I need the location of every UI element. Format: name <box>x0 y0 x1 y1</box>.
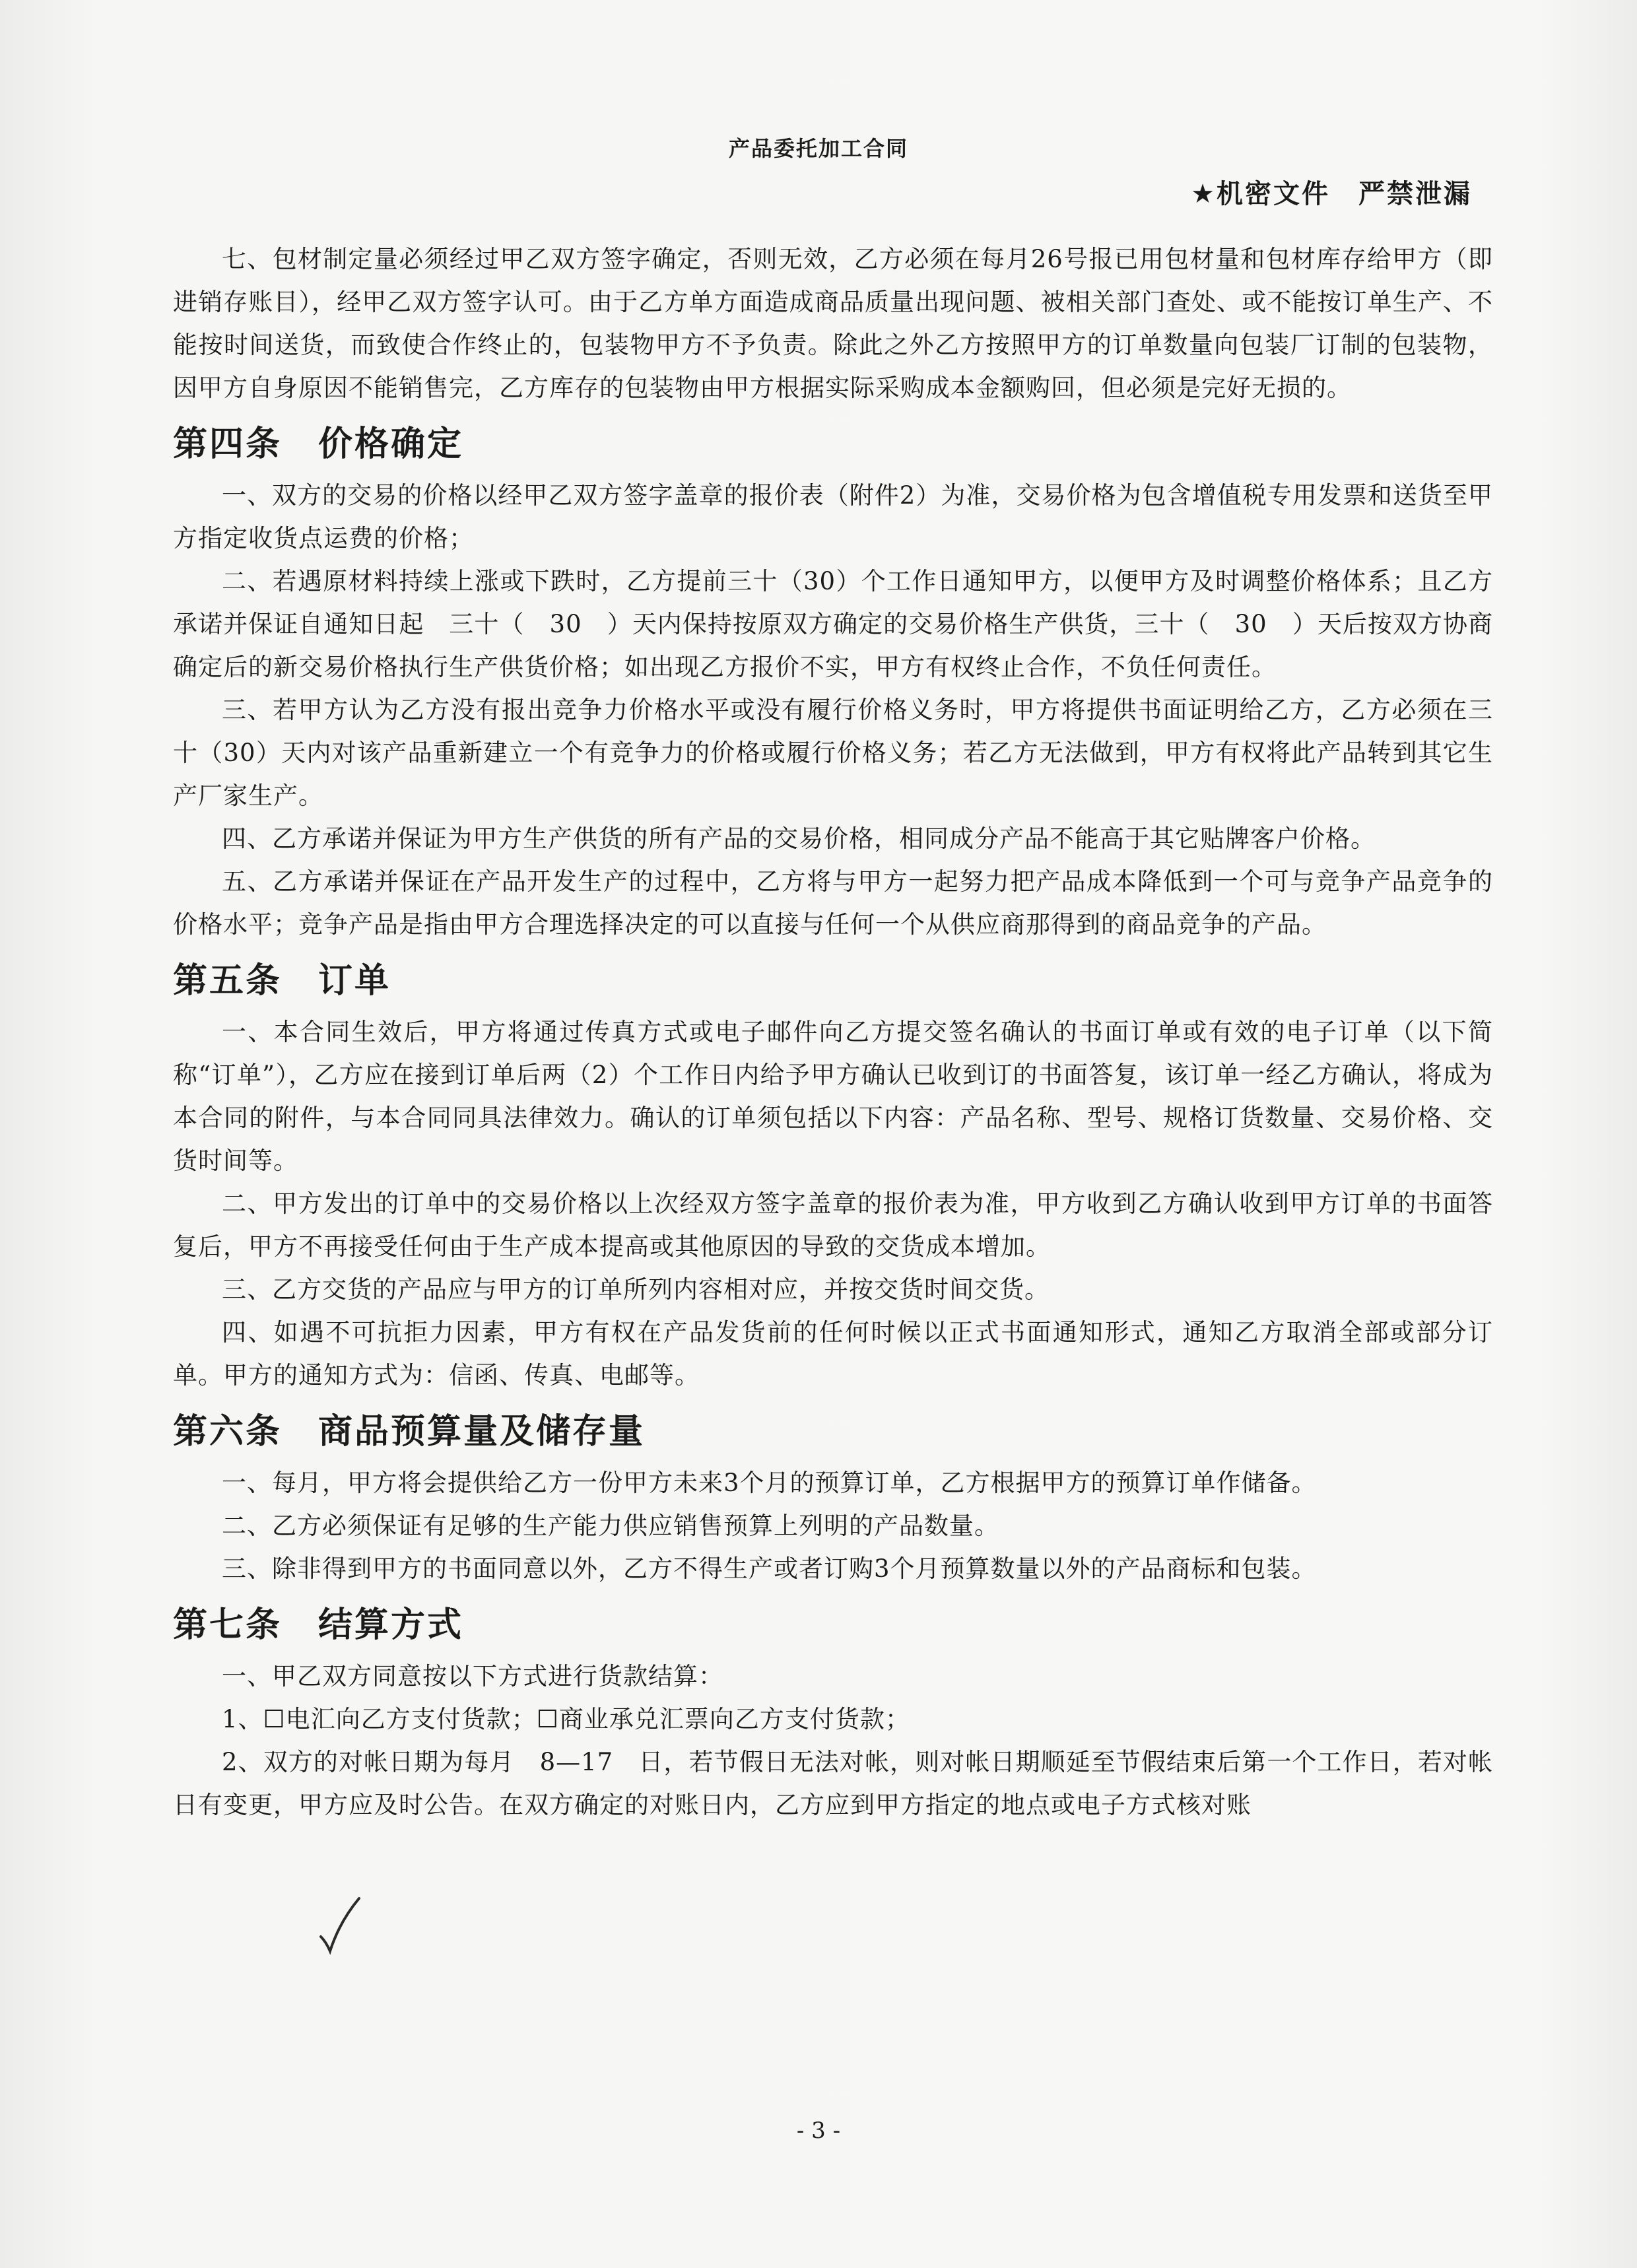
order-clause-2: 二、甲方发出的订单中的交易价格以上次经双方签字盖章的报价表为准，甲方收到乙方确认收到甲方订单的书面答复后，甲方不再接受任何由于生产成本提高或其他原因的导致的交货成本增加。 <box>173 1189 1493 1261</box>
price-clause-1: 一、双方的交易的价格以经甲乙双方签字盖章的报价表（附件2）为准，交易价格为包含增值税专用发票和送货至甲方指定收货点运费的价格； <box>173 481 1493 552</box>
budget-clause-1: 一、每月，甲方将会提供给乙方一份甲方未来3个月的预算订单，乙方根据甲方的预算订单作储备。 <box>222 1469 1317 1497</box>
page-number: - 3 - <box>796 2118 841 2144</box>
order-clause-4: 四、如遇不可抗拒力因素，甲方有权在产品发货前的任何时候以正式书面通知形式，通知乙方取消全部或部分订单。甲方的通知方式为：信函、传真、电邮等。 <box>173 1318 1493 1389</box>
price-clause-2: 二、若遇原材料持续上涨或下跌时，乙方提前三十（30）个工作日通知甲方，以便甲方及时调整价格体系；且乙方承诺并保证自通知日起 三十（ 30 ）天内保持按原双方确定的交易价格生产供货，三十（ 30 ）天后按双方协商确定后的新交易价格执行生产供货价格；如出现乙方报价不实，甲方有权终止合作，不负任何责任。 <box>173 567 1493 681</box>
settlement-clause-payment-options: 1、☐电汇向乙方支付货款；☐商业承兑汇票向乙方支付货款； <box>222 1705 910 1733</box>
section-heading-orders: 第五条 订单 <box>173 961 391 1001</box>
price-clause-5: 五、乙方承诺并保证在产品开发生产的过程中，乙方将与甲方一起努力把产品成本降低到一个可与竞争产品竞争的价格水平；竞争产品是指由甲方合理选择决定的可以直接与任何一个从供应商那得到的商品竞争的产品。 <box>173 867 1493 939</box>
handwritten-check-mark-icon <box>316 1896 362 1955</box>
budget-clause-2: 二、乙方必须保证有足够的生产能力供应销售预算上列明的产品数量。 <box>222 1512 999 1540</box>
confidential-label: ★机密文件 严禁泄漏 <box>1191 179 1472 209</box>
settlement-clause-1: 一、甲乙双方同意按以下方式进行货款结算： <box>222 1662 723 1690</box>
document-title: 产品委托加工合同 <box>728 136 908 161</box>
section-heading-budget: 第六条 商品预算量及储存量 <box>173 1412 646 1451</box>
price-clause-4: 四、乙方承诺并保证为甲方生产供货的所有产品的交易价格，相同成分产品不能高于其它贴牌客户价格。 <box>222 824 1376 853</box>
order-clause-1: 一、本合同生效后，甲方将通过传真方式或电子邮件向乙方提交签名确认的书面订单或有效的电子订单（以下简称“订单”），乙方应在接到订单后两（2）个工作日内给予甲方确认已收到订的书面答复，该订单一经乙方确认，将成为本合同的附件，与本合同同具法律效力。确认的订单须包括以下内容：产品名称、型号、规格订货数量、交易价格、交货时间等。 <box>173 1018 1493 1175</box>
order-clause-3: 三、乙方交货的产品应与甲方的订单所列内容相对应，并按交货时间交货。 <box>222 1275 1050 1304</box>
contract-body <box>173 238 1493 1826</box>
budget-clause-3: 三、除非得到甲方的书面同意以外，乙方不得生产或者订购3个月预算数量以外的产品商标和包装。 <box>222 1554 1317 1583</box>
section-heading-price: 第四条 价格确定 <box>173 424 464 464</box>
settlement-clause-reconciliation: 2、双方的对帐日期为每月 8—17 日，若节假日无法对帐，则对帐日期顺延至节假结束后第一个工作日，若对帐日有变更，甲方应及时公告。在双方确定的对账日内，乙方应到甲方指定的地点或电子方式核对账 <box>173 1748 1493 1819</box>
section-heading-settlement: 第七条 结算方式 <box>173 1605 464 1645</box>
price-clause-3: 三、若甲方认为乙方没有报出竞争力价格水平或没有履行价格义务时，甲方将提供书面证明给乙方，乙方必须在三十（30）天内对该产品重新建立一个有竞争力的价格或履行价格义务；若乙方无法做到，甲方有权将此产品转到其它生产厂家生产。 <box>173 696 1493 810</box>
clause-seven-packaging: 七、包材制定量必须经过甲乙双方签字确定，否则无效，乙方必须在每月26号报已用包材量和包材库存给甲方（即进销存账目），经甲乙双方签字认可。由于乙方单方面造成商品质量出现问题、被相关部门查处、或不能按订单生产、不能按时间送货，而致使合作终止的，包装物甲方不予负责。除此之外乙方按照甲方的订单数量向包装厂订制的包装物，因甲方自身原因不能销售完，乙方库存的包装物由甲方根据实际采购成本金额购回，但必须是完好无损的。 <box>173 245 1493 402</box>
